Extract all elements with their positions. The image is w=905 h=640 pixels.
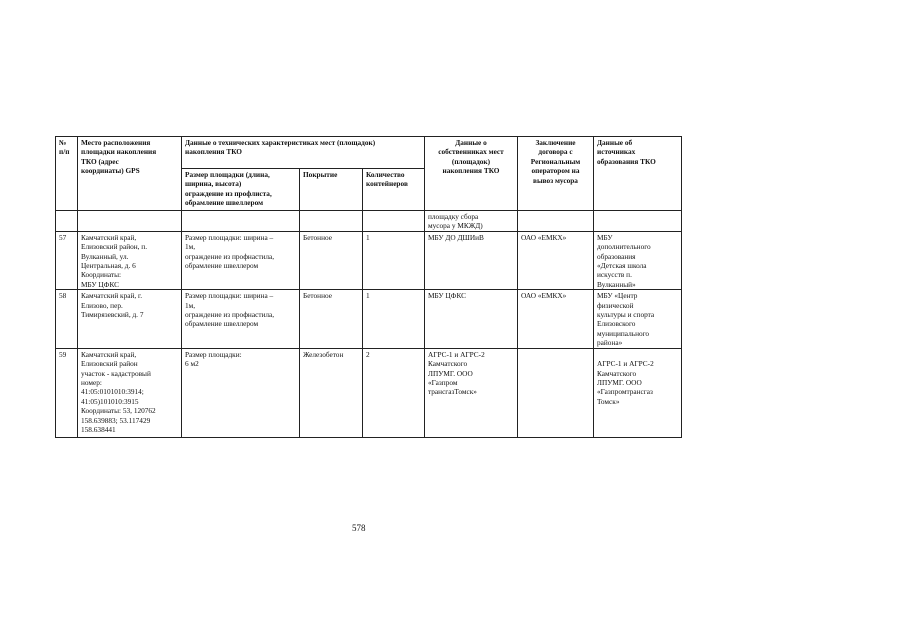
- table-row: [56, 231, 682, 289]
- cell-location: Камчатский край, Елизовский район, п. Вулканный, ул. Центральная, д. 6 Координаты: МБУ ЦФКС: [78, 231, 182, 289]
- header-contract: Заключение договора с Региональным оператором на вывоз мусора: [518, 137, 594, 211]
- header-surface: Покрытие: [300, 169, 363, 211]
- cell-num: 59: [56, 348, 78, 437]
- cell-source: МБУ «Центр физической культуры и спорта Елизовского муниципального района»: [594, 290, 682, 348]
- sites-table: [55, 136, 682, 438]
- cell-count: 1: [363, 290, 425, 348]
- table-row: [56, 290, 682, 348]
- cell-contract: [518, 348, 594, 437]
- cell-count: [363, 211, 425, 232]
- cell-contract: ОАО «ЕМКХ»: [518, 290, 594, 348]
- cell-num: [56, 211, 78, 232]
- table-row: [56, 348, 682, 437]
- cell-surface: Бетонное: [300, 290, 363, 348]
- table-row: [56, 211, 682, 232]
- cell-count: 2: [363, 348, 425, 437]
- cell-source: [594, 211, 682, 232]
- header-row-1: [56, 137, 682, 169]
- header-sources: Данные об источниках образования ТКО: [594, 137, 682, 211]
- cell-num: 58: [56, 290, 78, 348]
- cell-location: Камчатский край, Елизовский район участок - кадастровый номер: 41:05:0101010:3914; 41:05)101010:3915 Координаты: 53, 120762 158.639883; 53.117429 158.638441: [78, 348, 182, 437]
- header-owners: Данные о собственниках мест (площадок) накопления ТКО: [425, 137, 518, 211]
- cell-contract: ОАО «ЕМКХ»: [518, 231, 594, 289]
- page-number: 578: [352, 523, 366, 533]
- header-count: Количество контейнеров: [363, 169, 425, 211]
- cell-location: Камчатский край, г. Елизово, пер. Тимирязевский, д. 7: [78, 290, 182, 348]
- cell-owner: площадку сбора мусора у МКЖД): [425, 211, 518, 232]
- cell-size: Размер площадки: ширина – 1м, ограждение из профнастила, обрамление швеллером: [182, 231, 300, 289]
- header-size: Размер площадки (длина, ширина, высота) ограждение из профлиста, обрамление швеллером: [182, 169, 300, 211]
- cell-surface: Железобетон: [300, 348, 363, 437]
- cell-num: 57: [56, 231, 78, 289]
- cell-contract: [518, 211, 594, 232]
- cell-count: 1: [363, 231, 425, 289]
- cell-location: [78, 211, 182, 232]
- cell-surface: [300, 211, 363, 232]
- cell-size: [182, 211, 300, 232]
- cell-owner: АГРС-1 и АГРС-2 Камчатского ЛПУМГ. ООО «Газпром трансгазТомск»: [425, 348, 518, 437]
- cell-size: Размер площадки: 6 м2: [182, 348, 300, 437]
- cell-owner: МБУ ЦФКС: [425, 290, 518, 348]
- header-location: Место расположения площадки накопления ТКО (адрес координаты) GPS: [78, 137, 182, 211]
- header-tech-data: Данные о технических характеристиках мест (площадок) накопления ТКО: [182, 137, 425, 169]
- cell-surface: Бетонное: [300, 231, 363, 289]
- header-num: № п/п: [56, 137, 78, 211]
- cell-source: МБУ дополнительного образования «Детская школа искусств п. Вулканный»: [594, 231, 682, 289]
- cell-source: АГРС-1 и АГРС-2 Камчатского ЛПУМГ. ООО «Газпромтрансгаз Томск»: [594, 348, 682, 437]
- cell-size: Размер площадки: ширина – 1м, ограждение из профнастила, обрамление швеллером: [182, 290, 300, 348]
- cell-owner: МБУ ДО ДШИиВ: [425, 231, 518, 289]
